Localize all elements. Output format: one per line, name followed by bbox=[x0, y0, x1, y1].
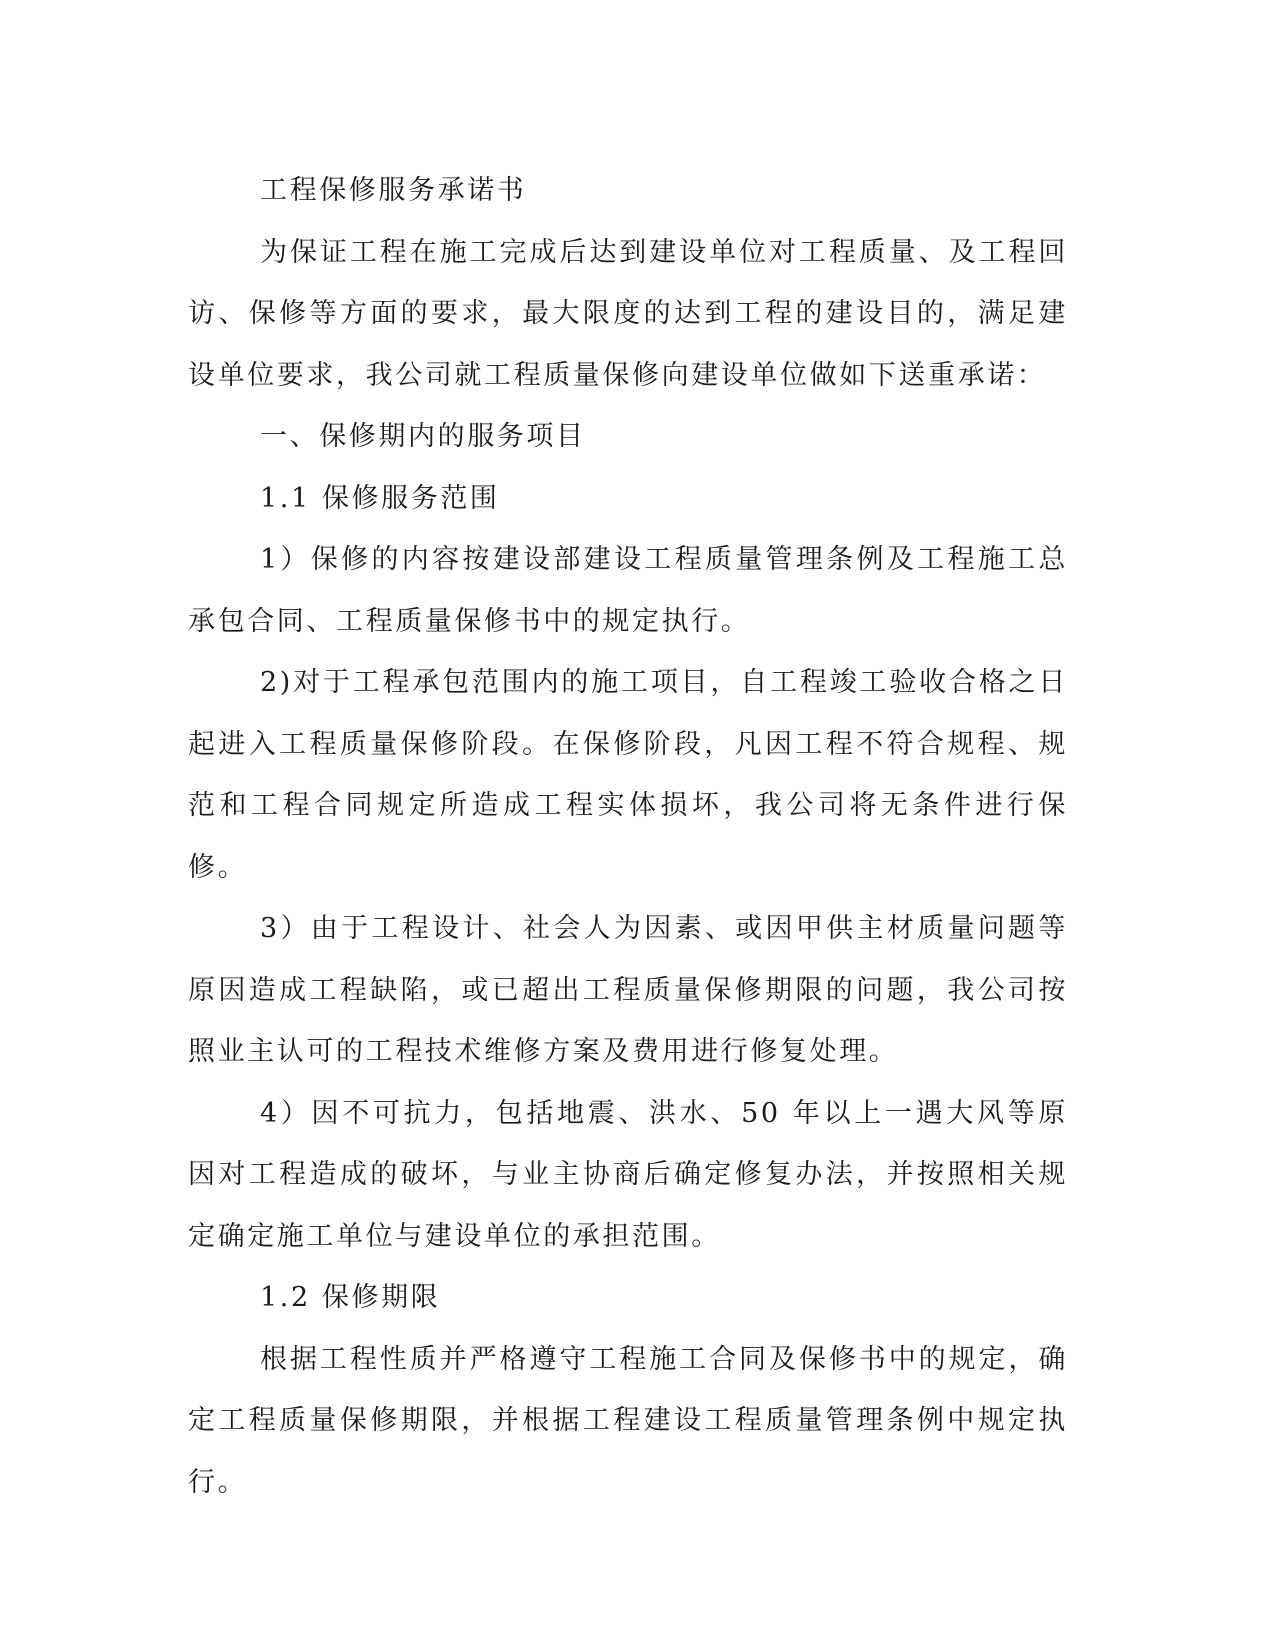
document-body bbox=[188, 160, 1068, 1513]
clause-1: 1）保修的内容按建设部建设工程质量管理条例及工程施工总承包合同、工程质量保修书中的规定执行。 bbox=[188, 544, 1068, 637]
clause-3: 3）由于工程设计、社会人为因素、或因甲供主材质量问题等原因造成工程缺陷，或已超出工程质量保修期限的问题，我公司按照业主认可的工程技术维修方案及费用进行修复处理。 bbox=[188, 913, 1068, 1067]
clause-2: 2)对于工程承包范围内的施工项目，自工程竣工验收合格之日起进入工程质量保修阶段。在保修阶段，凡因工程不符合规程、规范和工程合同规定所造成工程实体损坏，我公司将无条件进行保修。 bbox=[188, 667, 1068, 883]
intro-paragraph: 为保证工程在施工完成后达到建设单位对工程质量、及工程回访、保修等方面的要求，最大限度的达到工程的建设目的，满足建设单位要求，我公司就工程质量保修向建设单位做如下送重承诺： bbox=[188, 236, 1068, 391]
section-heading-1: 一、保修期内的服务项目 bbox=[260, 421, 586, 452]
warranty-period-paragraph: 根据工程性质并严格遵守工程施工合同及保修书中的规定，确定工程质量保修期限，并根据工程建设工程质量管理条例中规定执行。 bbox=[188, 1343, 1068, 1498]
subsection-heading-1-2: 1.2 保修期限 bbox=[260, 1282, 441, 1313]
document-title: 工程保修服务承诺书 bbox=[260, 175, 527, 206]
subsection-heading-1-1: 1.1 保修服务范围 bbox=[260, 482, 500, 514]
clause-4: 4）因不可抗力，包括地震、洪水、50 年以上一遇大风等原因对工程造成的破坏，与业主协商后确定修复办法，并按照相关规定确定施工单位与建设单位的承担范围。 bbox=[188, 1097, 1068, 1252]
